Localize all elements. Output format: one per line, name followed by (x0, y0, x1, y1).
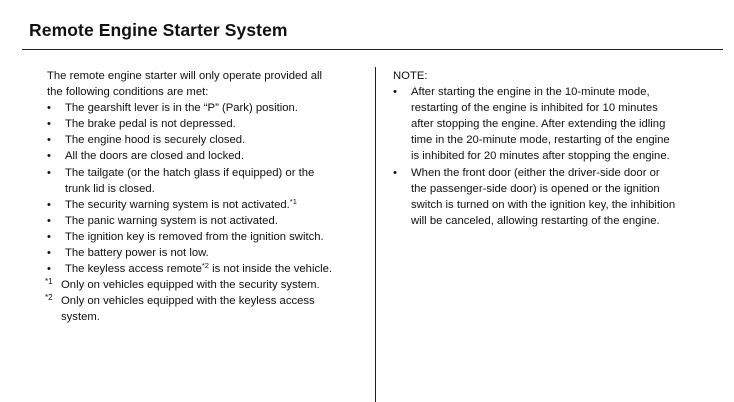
left-column (47, 68, 365, 326)
condition-item (47, 132, 365, 148)
page-title: Remote Engine Starter System (29, 20, 288, 40)
intro-line: the following conditions are met: (47, 86, 209, 99)
condition-item (47, 148, 365, 164)
note-text: time in the 20-minute mode, restarting of the engine (411, 134, 670, 147)
condition-text (65, 197, 365, 213)
condition-text: All the doors are closed and locked. (65, 150, 244, 163)
condition-text: The tailgate (or the hatch glass if equipped) or the (65, 166, 315, 179)
condition-text (65, 261, 365, 277)
condition-text-post: is not inside the vehicle. (208, 263, 333, 276)
bullet-icon: • (47, 263, 51, 276)
intro-paragraph (47, 68, 365, 100)
note-text: will be canceled, allowing restarting of the engine. (411, 214, 660, 227)
condition-item (47, 116, 365, 132)
note-text: After starting the engine in the 10-minute mode, (411, 86, 650, 99)
footnote (47, 277, 365, 293)
bullet-icon: • (47, 134, 51, 147)
bullet-icon: • (393, 166, 397, 179)
note-text: after stopping the engine. After extending the idling (411, 118, 666, 131)
footnote-text: Only on vehicles equipped with the keyless access (61, 295, 315, 308)
note-text: restarting of the engine is inhibited for 10 minutes (411, 102, 658, 115)
bullet-icon: • (393, 86, 397, 99)
condition-text: The panic warning system is not activated. (65, 214, 278, 227)
condition-text-main: The security warning system is not activated. (65, 198, 290, 211)
note-text: switch is turned on with the ignition key, the inhibition (411, 198, 676, 211)
condition-item (47, 213, 365, 229)
bullet-icon: • (47, 214, 51, 227)
note-text: is inhibited for 20 minutes after stopping the engine. (411, 150, 670, 163)
footnote-text: system. (61, 311, 100, 324)
condition-text: The battery power is not low. (65, 247, 209, 260)
bullet-icon: • (47, 102, 51, 115)
bullet-icon: • (47, 198, 51, 211)
intro-line: The remote engine starter will only operate provided all (47, 70, 323, 82)
footnote-text: Only on vehicles equipped with the security system. (61, 279, 320, 292)
condition-item (47, 261, 365, 277)
condition-item (47, 197, 365, 213)
condition-text: The gearshift lever is in the “P” (Park) position. (65, 102, 298, 115)
note-text: the passenger-side door) is opened or the ignition (411, 182, 660, 195)
condition-text: trunk lid is closed. (65, 182, 155, 195)
right-column (393, 68, 713, 229)
footnote-mark: *2 (45, 293, 53, 303)
note-item (393, 84, 713, 164)
bullet-icon: • (47, 118, 51, 131)
condition-item (47, 100, 365, 116)
bullet-icon: • (47, 166, 51, 179)
footnote-mark: *1 (45, 277, 53, 287)
condition-item (47, 229, 365, 245)
condition-text: The ignition key is removed from the ignition switch. (65, 230, 324, 243)
condition-text: The brake pedal is not depressed. (65, 118, 236, 131)
footnote (47, 293, 365, 325)
note-label: NOTE: (393, 70, 428, 82)
note-item (393, 165, 713, 229)
condition-item (47, 245, 365, 261)
bullet-icon: • (47, 247, 51, 260)
column-divider (375, 67, 376, 402)
bullet-icon: • (47, 230, 51, 243)
note-text: When the front door (either the driver-side door or (411, 166, 660, 179)
bullet-icon: • (47, 150, 51, 163)
condition-text-pre: The keyless access remote (65, 263, 202, 276)
title-underline (22, 49, 723, 50)
footnote-ref: *2 (201, 261, 209, 271)
condition-text: The engine hood is securely closed. (65, 134, 246, 147)
condition-item (47, 165, 365, 197)
footnote-ref: *1 (289, 196, 297, 206)
